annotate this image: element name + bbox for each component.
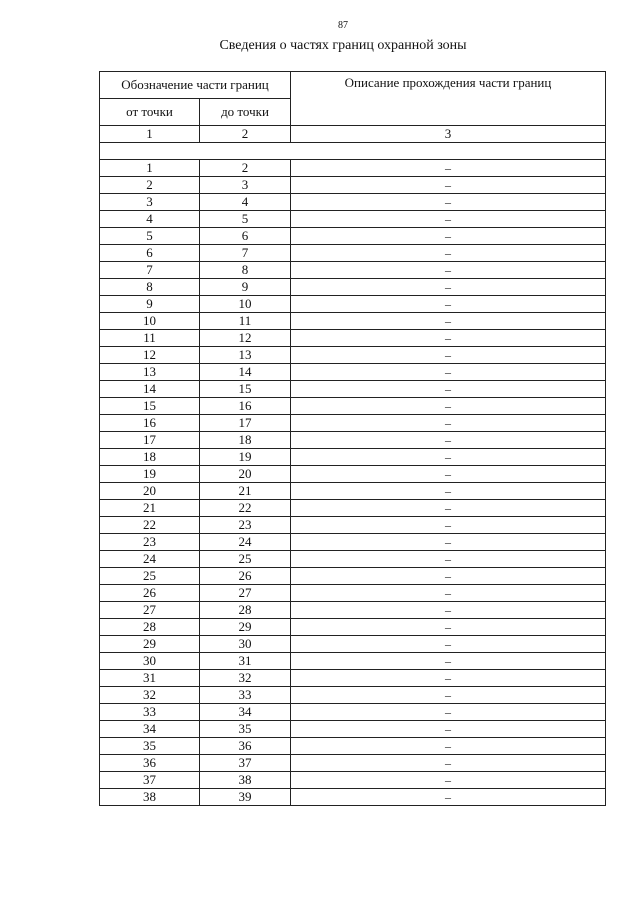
table-row xyxy=(100,755,606,772)
to-point-cell: 24 xyxy=(200,534,291,551)
description-cell: – xyxy=(291,755,606,772)
to-point-cell: 8 xyxy=(200,262,291,279)
from-point-cell: 11 xyxy=(100,330,200,347)
to-point-cell: 5 xyxy=(200,211,291,228)
description-cell: – xyxy=(291,398,606,415)
table-row xyxy=(100,670,606,687)
to-point-cell: 2 xyxy=(200,160,291,177)
to-point-cell: 22 xyxy=(200,500,291,517)
to-point-cell: 15 xyxy=(200,381,291,398)
table-row xyxy=(100,160,606,177)
description-cell: – xyxy=(291,602,606,619)
from-point-cell: 3 xyxy=(100,194,200,211)
description-cell: – xyxy=(291,483,606,500)
from-point-cell: 30 xyxy=(100,653,200,670)
from-point-cell: 14 xyxy=(100,381,200,398)
to-point-cell: 3 xyxy=(200,177,291,194)
boundary-parts-table xyxy=(99,71,606,806)
from-point-cell: 37 xyxy=(100,772,200,789)
description-cell: – xyxy=(291,449,606,466)
table-row xyxy=(100,568,606,585)
description-cell: – xyxy=(291,211,606,228)
from-point-cell: 24 xyxy=(100,551,200,568)
table-row xyxy=(100,415,606,432)
from-point-cell: 21 xyxy=(100,500,200,517)
from-point-cell: 32 xyxy=(100,687,200,704)
to-point-cell: 20 xyxy=(200,466,291,483)
to-point-cell: 26 xyxy=(200,568,291,585)
to-point-cell: 4 xyxy=(200,194,291,211)
from-point-cell: 10 xyxy=(100,313,200,330)
table-row xyxy=(100,381,606,398)
from-point-cell: 17 xyxy=(100,432,200,449)
from-point-cell: 1 xyxy=(100,160,200,177)
table-row xyxy=(100,313,606,330)
page-title: Сведения о частях границ охранной зоны xyxy=(219,38,467,53)
to-point-cell: 35 xyxy=(200,721,291,738)
description-cell: – xyxy=(291,262,606,279)
description-cell: – xyxy=(291,568,606,585)
header-to-point: до точки xyxy=(200,99,291,126)
from-point-cell: 29 xyxy=(100,636,200,653)
to-point-cell: 17 xyxy=(200,415,291,432)
column-number: 3 xyxy=(291,126,606,143)
table-row xyxy=(100,449,606,466)
from-point-cell: 28 xyxy=(100,619,200,636)
description-cell: – xyxy=(291,619,606,636)
to-point-cell: 32 xyxy=(200,670,291,687)
from-point-cell: 16 xyxy=(100,415,200,432)
to-point-cell: 9 xyxy=(200,279,291,296)
description-cell: – xyxy=(291,364,606,381)
table-row xyxy=(100,585,606,602)
description-cell: – xyxy=(291,585,606,602)
from-point-cell: 15 xyxy=(100,398,200,415)
to-point-cell: 27 xyxy=(200,585,291,602)
description-cell: – xyxy=(291,653,606,670)
to-point-cell: 6 xyxy=(200,228,291,245)
to-point-cell: 33 xyxy=(200,687,291,704)
to-point-cell: 37 xyxy=(200,755,291,772)
table-row xyxy=(100,228,606,245)
from-point-cell: 38 xyxy=(100,789,200,806)
table-row xyxy=(100,636,606,653)
description-cell: – xyxy=(291,466,606,483)
description-cell: – xyxy=(291,279,606,296)
from-point-cell: 8 xyxy=(100,279,200,296)
table-row xyxy=(100,194,606,211)
to-point-cell: 25 xyxy=(200,551,291,568)
table-row xyxy=(100,347,606,364)
from-point-cell: 31 xyxy=(100,670,200,687)
table-row xyxy=(100,619,606,636)
description-cell: – xyxy=(291,245,606,262)
table-row xyxy=(100,772,606,789)
to-point-cell: 14 xyxy=(200,364,291,381)
from-point-cell: 4 xyxy=(100,211,200,228)
spacer-cell xyxy=(100,143,606,160)
table-row xyxy=(100,364,606,381)
table-row xyxy=(100,534,606,551)
description-cell: – xyxy=(291,415,606,432)
table-row xyxy=(100,704,606,721)
from-point-cell: 13 xyxy=(100,364,200,381)
to-point-cell: 16 xyxy=(200,398,291,415)
to-point-cell: 11 xyxy=(200,313,291,330)
to-point-cell: 31 xyxy=(200,653,291,670)
from-point-cell: 6 xyxy=(100,245,200,262)
description-cell: – xyxy=(291,517,606,534)
from-point-cell: 27 xyxy=(100,602,200,619)
to-point-cell: 7 xyxy=(200,245,291,262)
column-number: 1 xyxy=(100,126,200,143)
description-cell: – xyxy=(291,670,606,687)
to-point-cell: 10 xyxy=(200,296,291,313)
to-point-cell: 38 xyxy=(200,772,291,789)
table-row xyxy=(100,330,606,347)
column-number: 2 xyxy=(200,126,291,143)
description-cell: – xyxy=(291,721,606,738)
description-cell: – xyxy=(291,228,606,245)
from-point-cell: 19 xyxy=(100,466,200,483)
to-point-cell: 39 xyxy=(200,789,291,806)
spacer-row xyxy=(100,143,606,160)
to-point-cell: 34 xyxy=(200,704,291,721)
to-point-cell: 12 xyxy=(200,330,291,347)
description-cell: – xyxy=(291,534,606,551)
to-point-cell: 29 xyxy=(200,619,291,636)
description-cell: – xyxy=(291,636,606,653)
to-point-cell: 28 xyxy=(200,602,291,619)
from-point-cell: 35 xyxy=(100,738,200,755)
from-point-cell: 26 xyxy=(100,585,200,602)
description-cell: – xyxy=(291,500,606,517)
header-description: Описание прохождения части границ xyxy=(291,72,606,126)
from-point-cell: 12 xyxy=(100,347,200,364)
table-row xyxy=(100,721,606,738)
to-point-cell: 18 xyxy=(200,432,291,449)
to-point-cell: 19 xyxy=(200,449,291,466)
header-from-point: от точки xyxy=(100,99,200,126)
to-point-cell: 13 xyxy=(200,347,291,364)
table-row xyxy=(100,483,606,500)
description-cell: – xyxy=(291,296,606,313)
table-row xyxy=(100,551,606,568)
from-point-cell: 36 xyxy=(100,755,200,772)
from-point-cell: 20 xyxy=(100,483,200,500)
from-point-cell: 5 xyxy=(100,228,200,245)
table-row xyxy=(100,466,606,483)
from-point-cell: 7 xyxy=(100,262,200,279)
from-point-cell: 9 xyxy=(100,296,200,313)
description-cell: – xyxy=(291,432,606,449)
description-cell: – xyxy=(291,789,606,806)
description-cell: – xyxy=(291,347,606,364)
column-number-row xyxy=(100,126,606,143)
table-row xyxy=(100,517,606,534)
from-point-cell: 33 xyxy=(100,704,200,721)
description-cell: – xyxy=(291,704,606,721)
from-point-cell: 34 xyxy=(100,721,200,738)
table-row xyxy=(100,262,606,279)
description-cell: – xyxy=(291,772,606,789)
description-cell: – xyxy=(291,194,606,211)
table-row xyxy=(100,500,606,517)
to-point-cell: 21 xyxy=(200,483,291,500)
description-cell: – xyxy=(291,687,606,704)
table-row xyxy=(100,398,606,415)
to-point-cell: 30 xyxy=(200,636,291,653)
description-cell: – xyxy=(291,381,606,398)
table-row xyxy=(100,738,606,755)
description-cell: – xyxy=(291,177,606,194)
from-point-cell: 23 xyxy=(100,534,200,551)
from-point-cell: 25 xyxy=(100,568,200,585)
table-row xyxy=(100,245,606,262)
header-boundary-designation: Обозначение части границ xyxy=(100,72,291,99)
from-point-cell: 18 xyxy=(100,449,200,466)
table-row xyxy=(100,211,606,228)
header-row-group xyxy=(100,72,606,99)
to-point-cell: 23 xyxy=(200,517,291,534)
table-row xyxy=(100,279,606,296)
table-row xyxy=(100,432,606,449)
table-row xyxy=(100,177,606,194)
page-number: 87 xyxy=(338,20,348,31)
description-cell: – xyxy=(291,738,606,755)
description-cell: – xyxy=(291,313,606,330)
table-row xyxy=(100,296,606,313)
from-point-cell: 22 xyxy=(100,517,200,534)
description-cell: – xyxy=(291,160,606,177)
table-row xyxy=(100,789,606,806)
to-point-cell: 36 xyxy=(200,738,291,755)
description-cell: – xyxy=(291,551,606,568)
table-row xyxy=(100,653,606,670)
from-point-cell: 2 xyxy=(100,177,200,194)
table-row xyxy=(100,602,606,619)
description-cell: – xyxy=(291,330,606,347)
table-row xyxy=(100,687,606,704)
